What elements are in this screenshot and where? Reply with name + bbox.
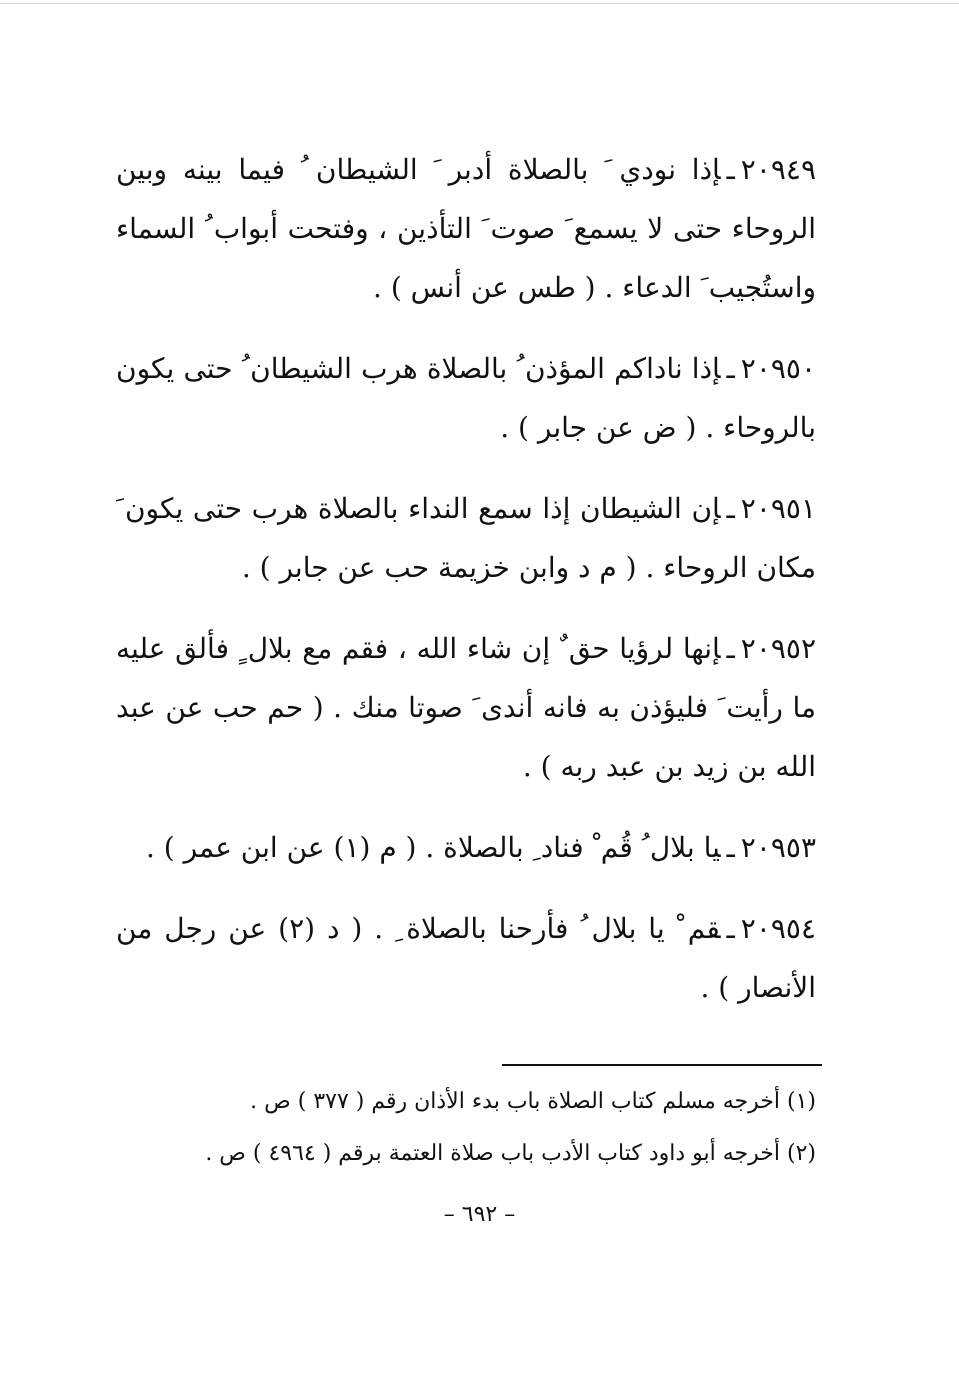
hadith-separator: ـ bbox=[726, 912, 735, 945]
page-number: – ٦٩٢ – bbox=[443, 1202, 516, 1227]
hadith-text: إذا ناداكم المؤذن ُ بالصلاة هرب الشيطان ُ حتى يكون بالروحاء . ( ض عن جابر ) . bbox=[116, 352, 816, 444]
hadith-number: ٢٠٩٥٤ bbox=[740, 912, 816, 945]
hadith-entry bbox=[116, 619, 816, 796]
hadith-entry bbox=[116, 899, 816, 1017]
hadith-number: ٢٠٩٥١ bbox=[740, 492, 816, 525]
hadith-text: إن الشيطان إذا سمع النداء بالصلاة هرب حتى يكون َ مكان الروحاء . ( م د وابن خزيمة حب عن جابر ) . bbox=[116, 492, 816, 584]
footnote-divider bbox=[502, 1064, 822, 1066]
hadith-text: إنها لرؤيا حق ٌ إن شاء الله ، فقم مع بلال ٍ فألق عليه ما رأيت َ فليؤذن به فانه أندى َ صوتا منك . ( حم حب عن عبد الله بن زيد بن عبد ربه ) . bbox=[116, 632, 816, 783]
footnote-2: (٢) أخرجه أبو داود كتاب الأدب باب صلاة العتمة برقم ( ٤٩٦٤ ) ص . bbox=[205, 1141, 816, 1166]
hadith-entry bbox=[116, 140, 816, 317]
hadith-separator: ـ bbox=[726, 352, 735, 385]
hadith-separator: ـ bbox=[726, 492, 735, 525]
hadith-number: ٢٠٩٤٩ bbox=[740, 153, 816, 186]
hadith-entry bbox=[116, 339, 816, 457]
hadith-entry bbox=[116, 479, 816, 597]
hadith-separator: ـ bbox=[726, 632, 735, 665]
hadith-text: يا بلال ُ قُم ْ فناد ِ بالصلاة . ( م (١) عن ابن عمر ) . bbox=[145, 831, 721, 864]
footnote-1: (١) أخرجه مسلم كتاب الصلاة باب بدء الأذان رقم ( ٣٧٧ ) ص . bbox=[250, 1089, 816, 1114]
hadith-list bbox=[116, 140, 816, 1039]
top-edge-line bbox=[0, 3, 959, 4]
hadith-entry bbox=[116, 818, 816, 877]
footnotes bbox=[116, 1076, 816, 1180]
hadith-number: ٢٠٩٥٠ bbox=[740, 352, 816, 385]
hadith-separator: ـ bbox=[726, 831, 735, 864]
hadith-number: ٢٠٩٥٢ bbox=[740, 632, 816, 665]
hadith-number: ٢٠٩٥٣ bbox=[740, 831, 816, 864]
hadith-text: إذا نودي َ بالصلاة أدبر َ الشيطان ُ فيما بينه وبين الروحاء حتى لا يسمع َ صوت َ التأذين ، وفتحت أبواب ُ السماء واستُجيب َ الدعاء . ( طس عن أنس ) . bbox=[116, 153, 816, 304]
hadith-separator: ـ bbox=[726, 153, 735, 186]
hadith-text: قم ْ يا بلال ُ فأرحنا بالصلاة ِ . ( د (٢) عن رجل من الأنصار ) . bbox=[116, 912, 816, 1004]
